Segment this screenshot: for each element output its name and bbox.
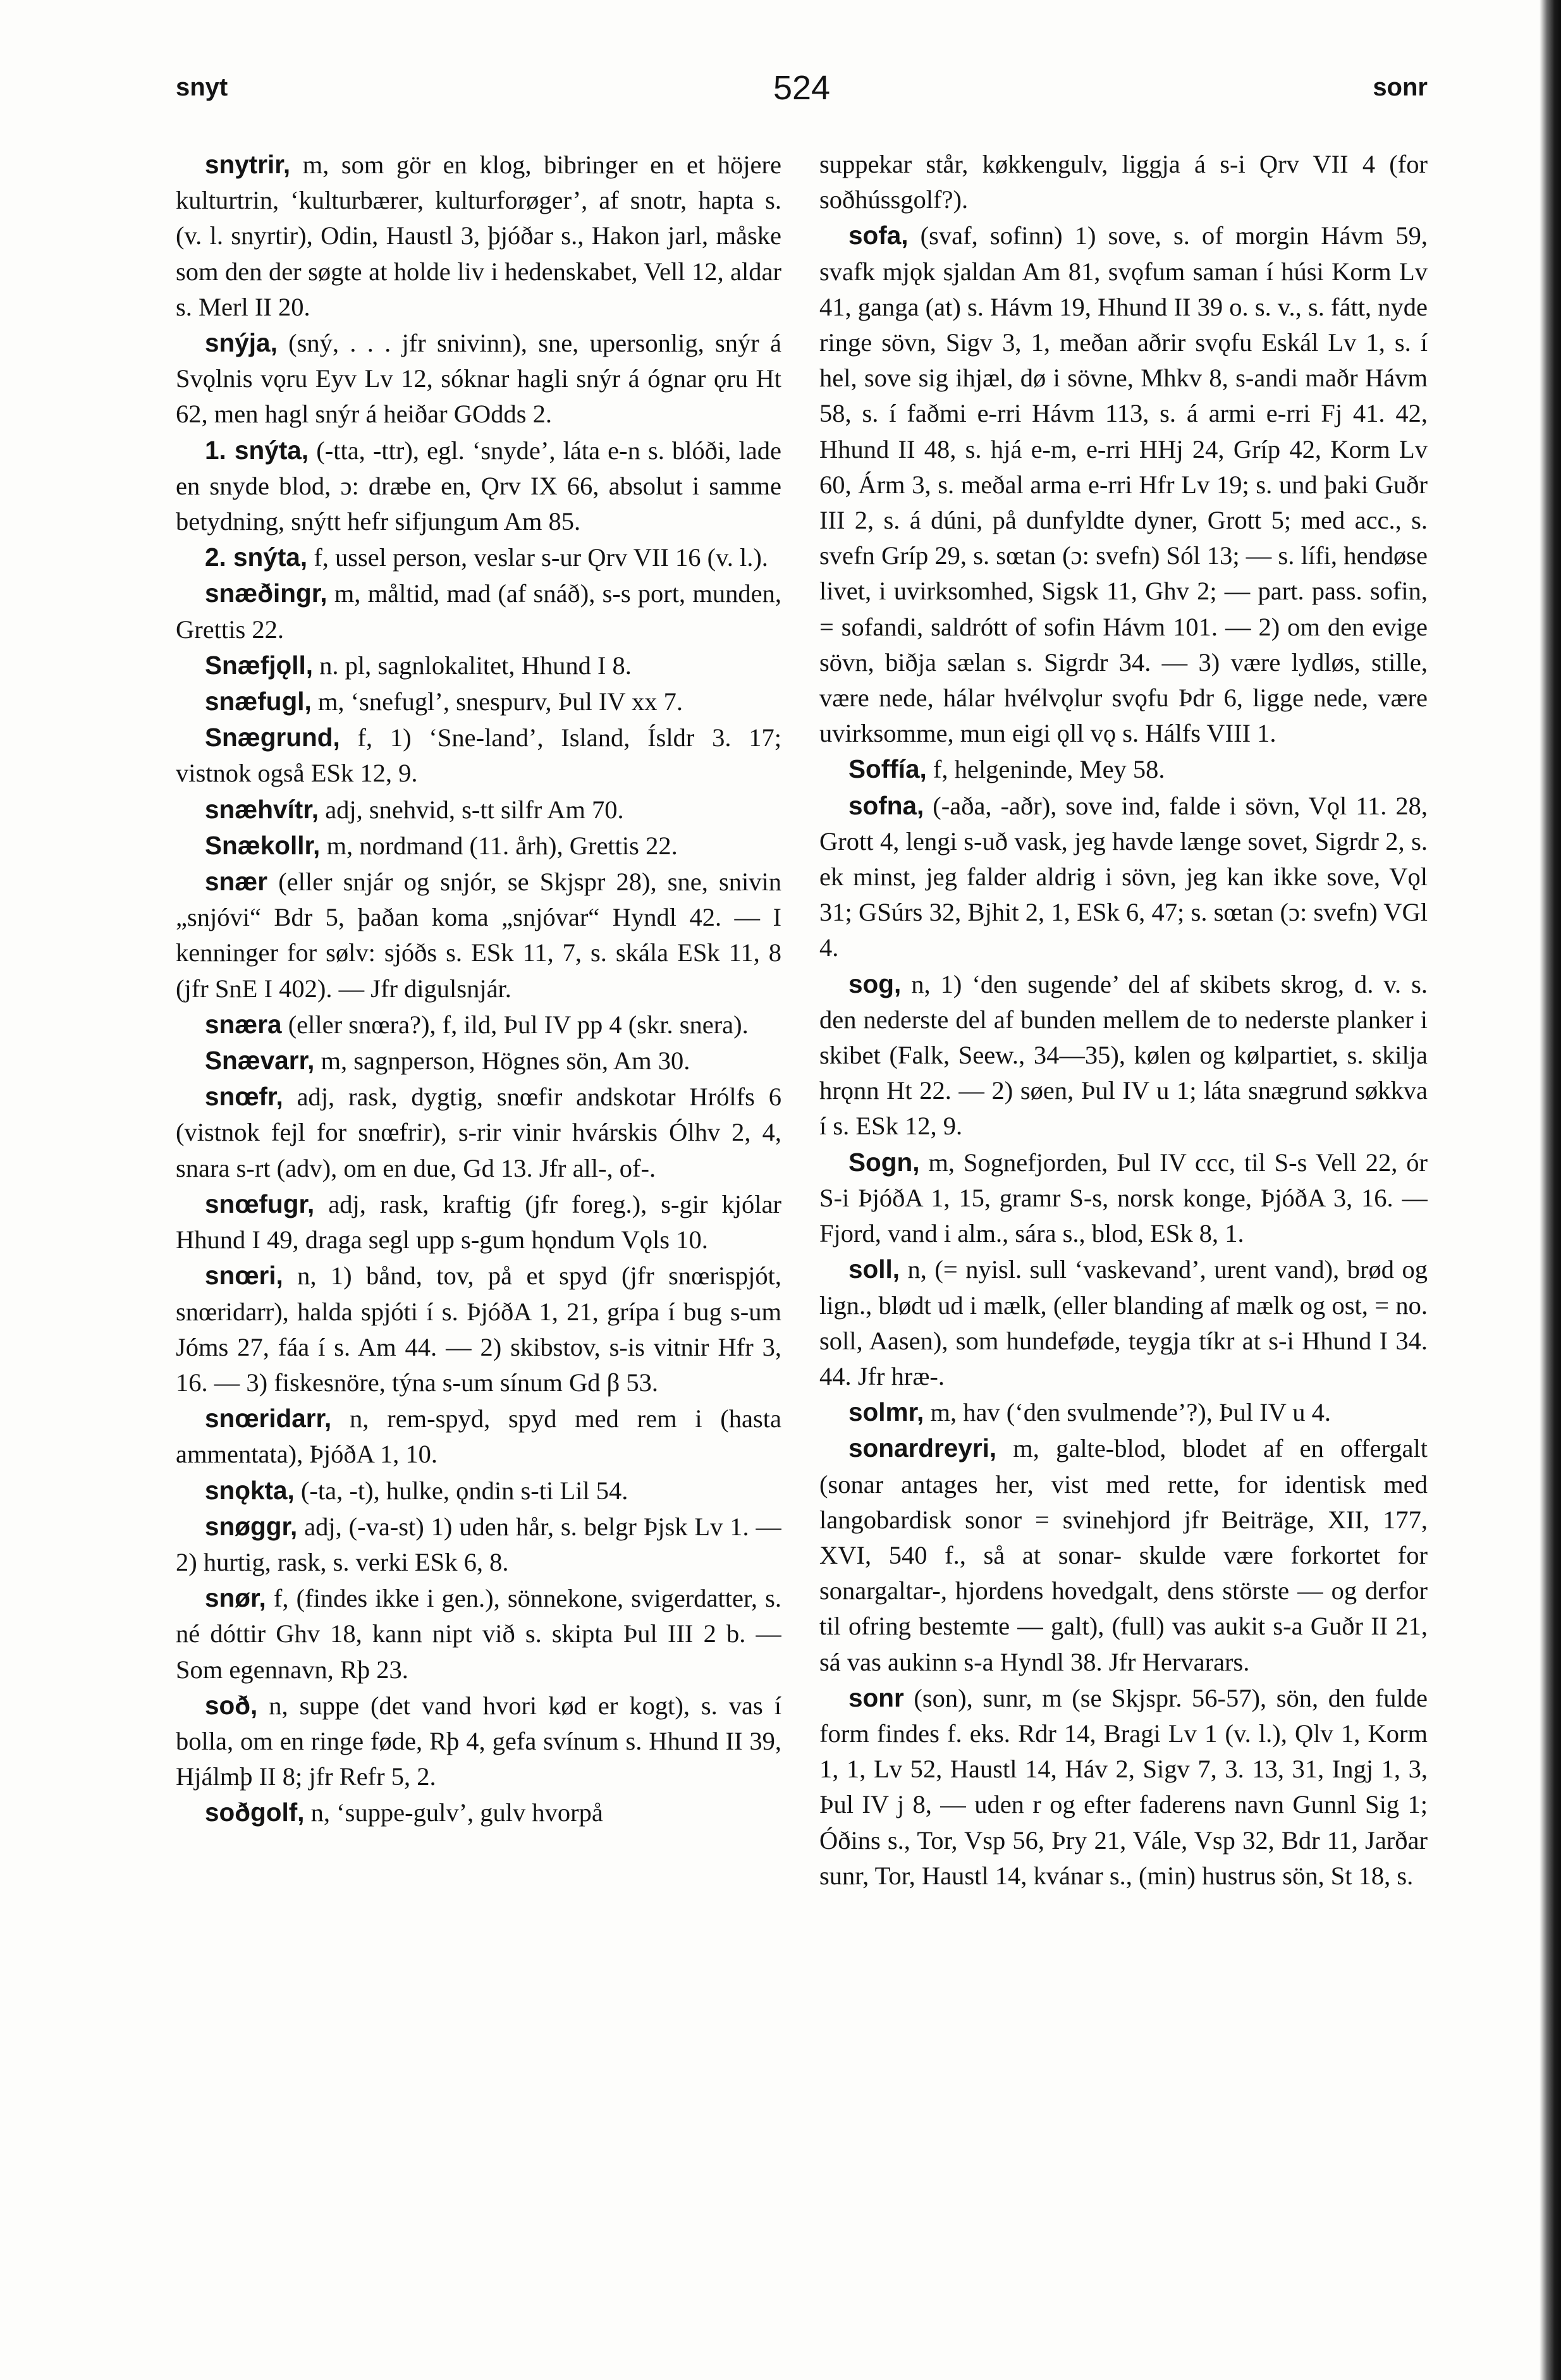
entry-definition: n, 1) ‘den sugende’ del af skibets skrog, d. v. s. den nederste del af bunden mellem de to nederste planker i skibet (Falk, Seew., 34—35), kølen og kølpartiet, s. skilja hrǫnn Ht 22. — 2) søen, Þul IV u 1; láta snægrund søkkva í s. ESk 12, 9. <box>819 969 1428 1141</box>
entry-definition: n. pl, sagnlokalitet, Hhund I 8. <box>313 651 632 680</box>
entry-headword: Snækollr, <box>205 830 321 860</box>
entry-headword: snær <box>205 867 268 897</box>
dictionary-entry <box>176 828 781 864</box>
entry-headword: snœfugr, <box>205 1189 315 1218</box>
entry-definition: adj, (-va-st) 1) uden hår, s. belgr Þjsk Lv 1. — 2) hurtig, rask, s. verki ESk 6, 8. <box>176 1512 781 1576</box>
entry-headword: snǫkta, <box>205 1475 295 1505</box>
entry-definition: (eller snjár og snjór, se Skjspr 28), sne, snivin „snjóvi“ Bdr 5, þaðan koma „snjóvar“ Hyndl 42. — I kenninger for sølv: sjóðs s. ESk 11, 7, s. skála ESk 11, 8 (jfr SnE I 402). — Jfr digulsnjár. <box>176 868 781 1003</box>
entry-headword: snæra <box>205 1009 282 1039</box>
entry-definition: (sný, . . . jfr snivinn), sne, upersonlig, snýr á Svǫlnis vǫru Eyv Lv 12, sóknar hagli snýr á ógnar ǫru Ht 62, men hagl snýr á heiðar GOdds 2. <box>176 329 781 429</box>
dictionary-entry <box>176 432 781 540</box>
dictionary-entry <box>819 1144 1428 1252</box>
dictionary-entry <box>176 720 781 791</box>
entry-definition: n, suppe (det vand hvori kød er kogt), s. vas í bolla, om en ringe føde, Rþ 4, gefa svínum s. Hhund II 39, Hjálmþ II 8; jfr Refr 5, 2. <box>176 1691 781 1791</box>
entry-headword: Sogn, <box>848 1147 920 1177</box>
dictionary-entry <box>176 539 781 575</box>
entry-definition: (-aða, -aðr), sove ind, falde i sövn, Vǫl 11. 28, Grott 4, lengi s-uð vask, jeg havde længe sovet, Sigrdr 2, s. ek minst, jeg falder aldrig i sövn, jeg kan ikke sove, Vǫl 31; GSúrs 32, Bjhit 2, 1, ESk 6, 47; s. sœtan (ɔ: svefn) VGl 4. <box>819 791 1428 962</box>
entry-headword: sofna, <box>848 790 924 820</box>
entry-definition: adj, rask, dygtig, snœfir andskotar Hrólfs 6 (vistnok fejl for snœfrir), s-rir vinir hvárskis Ólhv 2, 4, snara s-rt (adv), om en due, Gd 13. Jfr all-, of-. <box>176 1083 781 1182</box>
entry-headword: Snævarr, <box>205 1046 315 1076</box>
entry-headword: snøggr, <box>205 1511 298 1541</box>
entry-headword: sofa, <box>848 221 909 250</box>
entry-headword: soð, <box>205 1690 258 1720</box>
dictionary-entry <box>176 792 781 828</box>
entry-definition: m, som gör en klog, bibringer en et höjere kulturtrin, ‘kulturbærer, kulturforøger’, af snotr, hapta s. (v. l. snyrtir), Odin, Haustl 3, þjóðar s., Hakon jarl, måske som den der søgte at holde liv i hedenskabet, Vell 12, aldar s. Merl II 20. <box>176 150 781 321</box>
dictionary-entry <box>176 684 781 720</box>
entry-definition: m, hav (‘den svulmende’?), Þul IV u 4. <box>924 1398 1331 1427</box>
dictionary-entry <box>176 1079 781 1186</box>
entry-headword: snœridarr, <box>205 1404 332 1433</box>
entry-headword: sog, <box>848 969 902 998</box>
dictionary-entry <box>819 1430 1428 1679</box>
entry-headword: 1. snýta, <box>205 435 309 465</box>
entry-headword: snytrir, <box>205 150 291 179</box>
entry-definition: (svaf, sofinn) 1) sove, s. of morgin Hávm 59, svafk mjǫk sjaldan Am 81, svǫfum saman í húsi Korm Lv 41, ganga (at) s. Hávm 19, Hhund II 39 o. s. v., s. fátt, nyde ringe sövn, Sigv 3, 1, meðan aðrir svǫfu Eskál Lv 1, s. í hel, sove sig ihjæl, dø i sövne, Mhkv 8, s-andi maðr Hávm 58, s. í faðmi e-rri Hávm 113, s. á armi e-rri Fj 41. 42, Hhund II 48, s. hjá e-m, e-rri HHj 24, Gríp 42, Korm Lv 60, Árm 3, s. meðal arma e-rri Hfr Lv 19; s. und þaki Guðr III 2, s. á dúni, på dunfyldte dyner, Grott 5; med acc., s. svefn Gríp 29, s. sœtan (ɔ: svefn) Sól 13; — s. lífi, hendøse livet, i uvirksomhed, Sigsk 11, Ghv 2; — part. pass. sofin, = sofandi, saldrótt of sofin Hávm 101. — 2) om den evige sövn, biðja sælan s. Sigrdr 34. — 3) være lydløs, stille, være nede, hálar hvélvǫlur svǫfu Þdr 6, ligge nede, være uvirksomme, mun eigi ǫll vǫ s. Hálfs VIII 1. <box>819 221 1428 748</box>
page-header <box>176 68 1428 119</box>
dictionary-entry <box>176 1688 781 1795</box>
continued-entry-text: suppekar står, køkkengulv, liggja á s-i Ǫrv VII 4 (for soðhússgolf?). <box>819 150 1428 214</box>
entry-headword: snæhvítr, <box>205 794 319 824</box>
dictionary-entry <box>819 1680 1428 1894</box>
entry-definition: f, 1) ‘Sne-land’, Island, Ísldr 3. 17; vistnok også ESk 12, 9. <box>176 723 781 788</box>
entry-definition: (-tta, -ttr), egl. ‘snyde’, láta e-n s. blóði, lade en snyde blod, ɔ: dræbe en, Ǫrv IX 66, absolut i samme betydning, snýtt hefr sifjungum Am 85. <box>176 436 781 536</box>
entry-headword: 2. snýta, <box>205 543 308 572</box>
entry-definition: f, (findes ikke i gen.), sönnekone, svigerdatter, s. né dóttir Ghv 18, kann nipt við s. skipta Þul III 2 b. — Som egennavn, Rþ 23. <box>176 1584 781 1684</box>
entry-definition: m, Sognefjorden, Þul IV ccc, til S-s Vell 22, ór S-i ÞjóðA 1, 15, gramr S-s, norsk konge, ÞjóðA 3, 16. — Fjord, vand i alm., sára s., blod, ESk 8, 1. <box>819 1148 1428 1248</box>
entry-definition: (-ta, -t), hulke, ǫndin s-ti Lil 54. <box>294 1476 628 1505</box>
page-number: 524 <box>773 69 831 107</box>
entry-headword: Snægrund, <box>205 723 340 752</box>
dictionary-entry <box>176 325 781 432</box>
dictionary-entry <box>176 1580 781 1688</box>
entry-headword: sonardreyri, <box>848 1433 997 1463</box>
dictionary-entry <box>176 864 781 1007</box>
entry-definition: n, ‘suppe-gulv’, gulv hvorpå <box>304 1798 603 1827</box>
dictionary-entry <box>176 1473 781 1509</box>
entry-headword: soðgolf, <box>205 1798 305 1827</box>
entry-headword: snør, <box>205 1583 266 1613</box>
dictionary-entry <box>176 1401 781 1472</box>
left-guideword: snyt <box>176 73 228 101</box>
entry-definition: m, sagnperson, Högnes sön, Am 30. <box>314 1046 690 1076</box>
dictionary-entry <box>176 1794 781 1831</box>
entry-headword: snœfr, <box>205 1082 283 1112</box>
dictionary-entry <box>176 1258 781 1401</box>
entry-definition: (son), sunr, m (se Skjspr. 56-57), sön, den fulde form findes f. eks. Rdr 14, Bragi Lv 1 (v. l.), Ǫlv 1, Korm 1, 1, Lv 52, Haustl 14, Háv 2, Sigv 7, 3. 13, 31, Ingj 1, 3, Þul IV j 8, — uden r og efter faderens navn Gunnl Sig 1; Óðins s., Tor, Vsp 56, Þry 21, Vále, Vsp 32, Bdr 11, Jarðar sunr, Tor, Haustl 14, kvánar s., (min) hustrus sön, St 18, s. <box>819 1683 1428 1890</box>
dictionary-entry <box>176 1186 781 1258</box>
entry-definition: m, ‘snefugl’, snespurv, Þul IV xx 7. <box>311 687 683 716</box>
dictionary-entry <box>176 1509 781 1580</box>
dictionary-entry <box>819 966 1428 1144</box>
entry-definition: f, ussel person, veslar s-ur Ǫrv VII 16 (v. l.). <box>307 543 768 572</box>
entry-headword: soll, <box>848 1254 900 1284</box>
entry-headword: snœri, <box>205 1261 283 1291</box>
dictionary-entry <box>819 218 1428 751</box>
entry-definition: n, (= nyisl. sull ‘vaskevand’, urent vand), brød og lign., blødt ud i mælk, (eller blanding af mælk og ost, = no. soll, Aasen), som hundeføde, teygja tíkr at s-i Hhund I 34. 44. Jfr hræ-. <box>819 1255 1428 1390</box>
dictionary-entry <box>176 147 781 325</box>
right-guideword: sonr <box>1373 73 1428 101</box>
entry-headword: snæfugl, <box>205 687 312 716</box>
dictionary-entry <box>176 1043 781 1079</box>
entry-headword: sonr <box>848 1683 904 1712</box>
dictionary-entry <box>176 575 781 647</box>
dictionary-entry <box>819 751 1428 787</box>
entry-headword: solmr, <box>848 1397 924 1427</box>
dictionary-entry <box>176 647 781 684</box>
entry-definition: m, galte-blod, blodet af en offergalt (sonar antages her, vist med rette, for identisk med langobardisk sonor = svinehjord jfr Beiträge, XII, 177, XVI, 540 f., så at sonar- skulde være forkortet for sonargaltar-, hjordens hovedgalt, dens störste — og derfor til ofring bestemte — galt), (full) vas aukit s-a Guðr II 21, sá vas aukinn s-a Hyndl 38. Jfr Hervarars. <box>819 1434 1428 1676</box>
right-column <box>819 147 1428 2259</box>
left-column <box>176 147 781 2259</box>
dictionary-entry <box>176 1007 781 1043</box>
entry-headword: snæðingr, <box>205 579 328 608</box>
dictionary-entry <box>819 1394 1428 1430</box>
entry-headword: Soffía, <box>848 754 927 784</box>
entry-definition: f, helgeninde, Mey 58. <box>926 755 1165 784</box>
entry-definition: n, 1) bånd, tov, på et spyd (jfr snœrispjót, snœridarr), halda spjóti í s. ÞjóðA 1, 21, grípa í bug s-um Jóms 27, fáa í s. Am 44. — 2) skibstov, s-is vitnir Hfr 3, 16. — 3) fiskesnöre, týna s-um sínum Gd β 53. <box>176 1261 781 1397</box>
entry-headword: snýja, <box>205 328 278 358</box>
entry-definition: adj, rask, kraftig (jfr foreg.), s-gir kjólar Hhund I 49, draga segl upp s-gum hǫndum Vǫls 10. <box>176 1189 781 1254</box>
dictionary-entry <box>819 1251 1428 1394</box>
entry-definition: m, måltid, mad (af snáð), s-s port, munden, Grettis 22. <box>176 579 781 644</box>
scan-edge-shadow <box>1540 0 1561 2380</box>
entry-definition: (eller snœra?), f, ild, Þul IV pp 4 (skr. snera). <box>281 1010 749 1039</box>
dictionary-entry <box>819 788 1428 966</box>
entry-definition: adj, snehvid, s-tt silfr Am 70. <box>319 795 624 824</box>
entry-headword: Snæfjǫll, <box>205 650 313 680</box>
entry-definition: m, nordmand (11. årh), Grettis 22. <box>320 831 678 860</box>
entry-definition: n, rem-spyd, spyd med rem i (hasta ammentata), ÞjóðA 1, 10. <box>176 1404 781 1469</box>
